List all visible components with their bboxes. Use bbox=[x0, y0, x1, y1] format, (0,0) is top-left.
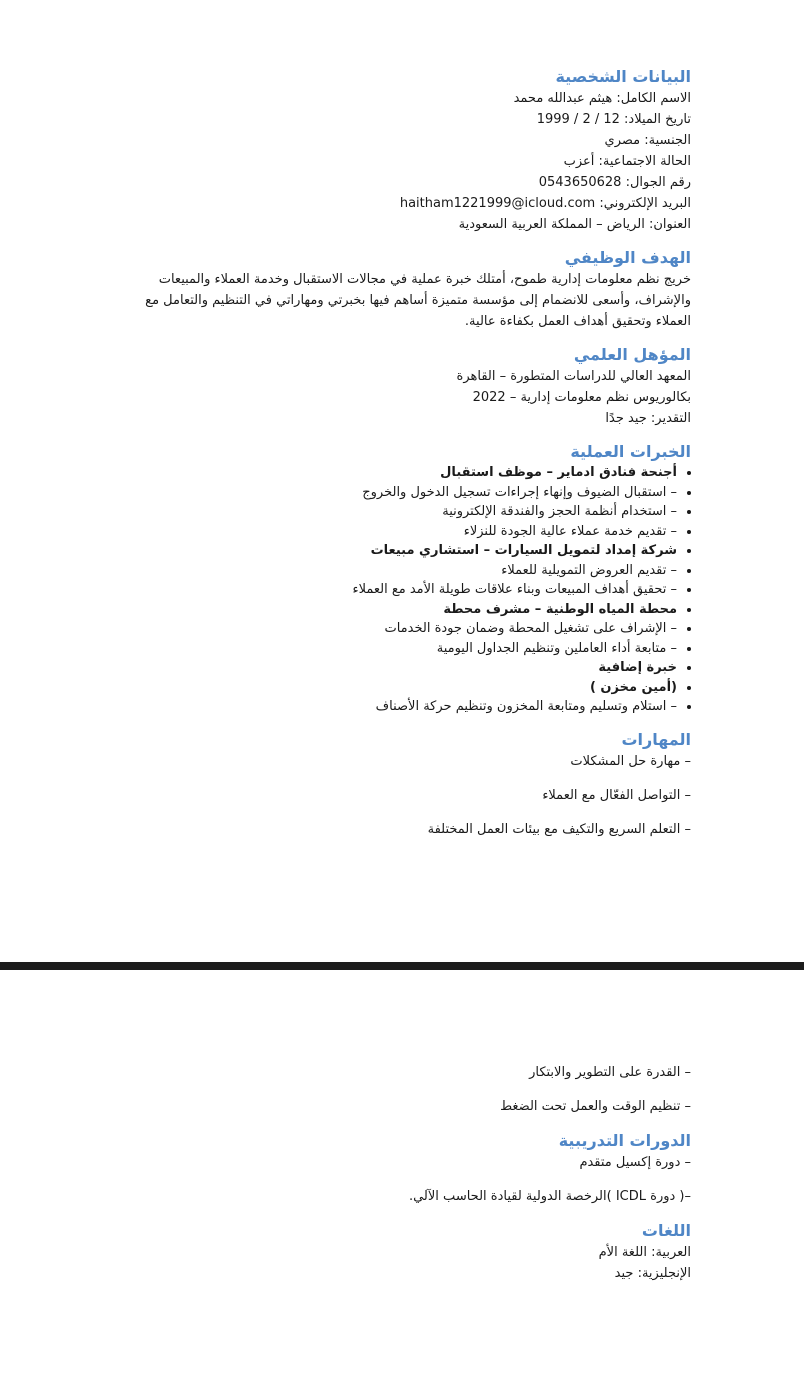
cv-content-page-1 bbox=[131, 66, 691, 853]
experience-item: • (أمين مخزن ) bbox=[131, 678, 677, 698]
skill-item: – التواصل الفعّال مع العملاء bbox=[542, 787, 691, 803]
full-name: الاسم الكامل: هيثم عبدالله محمد bbox=[513, 91, 691, 106]
course-item: –( دورة ICDL )الرخصة الدولية لقيادة الحاسب الآلي. bbox=[408, 1189, 691, 1204]
education-heading: المؤهل العلمي bbox=[573, 345, 691, 364]
birth-date: تاريخ الميلاد: 12 / 2 / 1999 bbox=[536, 112, 691, 127]
email-address[interactable]: haitham1221999@icloud.com bbox=[399, 196, 596, 211]
mobile-row bbox=[131, 172, 691, 193]
experience-item: • – متابعة أداء العاملين وتنظيم الجداول اليومية bbox=[131, 639, 677, 659]
education-section bbox=[131, 344, 691, 429]
objective-heading: الهدف الوظيفي bbox=[564, 248, 691, 267]
language-arabic: العربية: اللغة الأم bbox=[598, 1245, 691, 1260]
experience-item: • – تقديم خدمة عملاء عالية الجودة للنزلاء bbox=[131, 522, 677, 542]
courses-heading: الدورات التدريبية bbox=[558, 1131, 691, 1150]
address: العنوان: الرياض – المملكة العربية السعودية bbox=[458, 217, 691, 232]
skill-item: – تنظيم الوقت والعمل تحت الضغط bbox=[500, 1099, 691, 1114]
mobile-number: 0543650628 bbox=[538, 175, 622, 190]
experience-item: • – تقديم العروض التمويلية للعملاء bbox=[131, 561, 677, 581]
marital-status: الحالة الاجتماعية: أعزب bbox=[563, 154, 691, 169]
experience-section bbox=[131, 441, 691, 717]
experience-list bbox=[131, 463, 691, 717]
cv-content-page-2 bbox=[131, 1062, 691, 1284]
email-label: البريد الإلكتروني: bbox=[599, 196, 691, 211]
skill-item: – القدرة على التطوير والابتكار bbox=[529, 1065, 691, 1080]
education-grade: التقدير: جيد جدًا bbox=[605, 411, 691, 426]
nationality: الجنسية: مصري bbox=[604, 133, 691, 148]
education-institute: المعهد العالي للدراسات المتطورة – القاهرة bbox=[456, 369, 691, 384]
email-row bbox=[131, 193, 691, 214]
skill-item: – مهارة حل المشكلات bbox=[570, 753, 691, 769]
objective-text: خريج نظم معلومات إدارية طموح، أمتلك خبرة عملية في مجالات الاستقبال وخدمة العملاء والمبيعات والإشراف، وأسعى للانضمام إلى مؤسسة متميزة أساهم فيها بخبرتي ومهاراتي في التنظيم والتعامل مع العملاء وتحقيق أهداف العمل بكفاءة عالية. bbox=[145, 272, 691, 329]
experience-heading: الخبرات العملية bbox=[570, 442, 691, 461]
skills-section bbox=[131, 729, 691, 840]
languages-section bbox=[131, 1220, 691, 1284]
experience-item: • أجنحة فنادق ادماير – موظف استقبال bbox=[131, 463, 677, 483]
skills-heading: المهارات bbox=[621, 729, 691, 749]
experience-item: • – الإشراف على تشغيل المحطة وضمان جودة الخدمات bbox=[131, 619, 677, 639]
objective-section bbox=[131, 247, 691, 332]
skills-continued bbox=[131, 1062, 691, 1117]
course-item: – دورة إكسيل متقدم bbox=[579, 1155, 691, 1170]
skill-item: – التعلم السريع والتكيف مع بيئات العمل المختلفة bbox=[427, 821, 691, 837]
page-separator bbox=[0, 962, 804, 970]
personal-info-heading: البيانات الشخصية bbox=[555, 67, 691, 86]
experience-item: • – استقبال الضيوف وإنهاء إجراءات تسجيل الدخول والخروج bbox=[131, 483, 677, 503]
experience-item: • – استلام وتسليم ومتابعة المخزون وتنظيم حركة الأصناف bbox=[131, 697, 677, 717]
experience-item: • شركة إمداد لتمويل السيارات – استشاري مبيعات bbox=[131, 541, 677, 561]
education-degree: بكالوريوس نظم معلومات إدارية – 2022 bbox=[472, 390, 691, 405]
mobile-label: رقم الجوال: bbox=[625, 175, 691, 190]
language-english: الإنجليزية: جيد bbox=[614, 1266, 691, 1281]
cv-page-2 bbox=[0, 970, 804, 1391]
experience-item: • خبرة إضافية bbox=[131, 658, 677, 678]
courses-section bbox=[131, 1130, 691, 1207]
experience-item: • محطة المياه الوطنية – مشرف محطة bbox=[131, 600, 677, 620]
experience-item: • – تحقيق أهداف المبيعات وبناء علاقات طويلة الأمد مع العملاء bbox=[131, 580, 677, 600]
personal-info-section bbox=[131, 66, 691, 235]
languages-heading: اللغات bbox=[641, 1221, 691, 1240]
experience-item: • – استخدام أنظمة الحجز والفندقة الإلكترونية bbox=[131, 502, 677, 522]
